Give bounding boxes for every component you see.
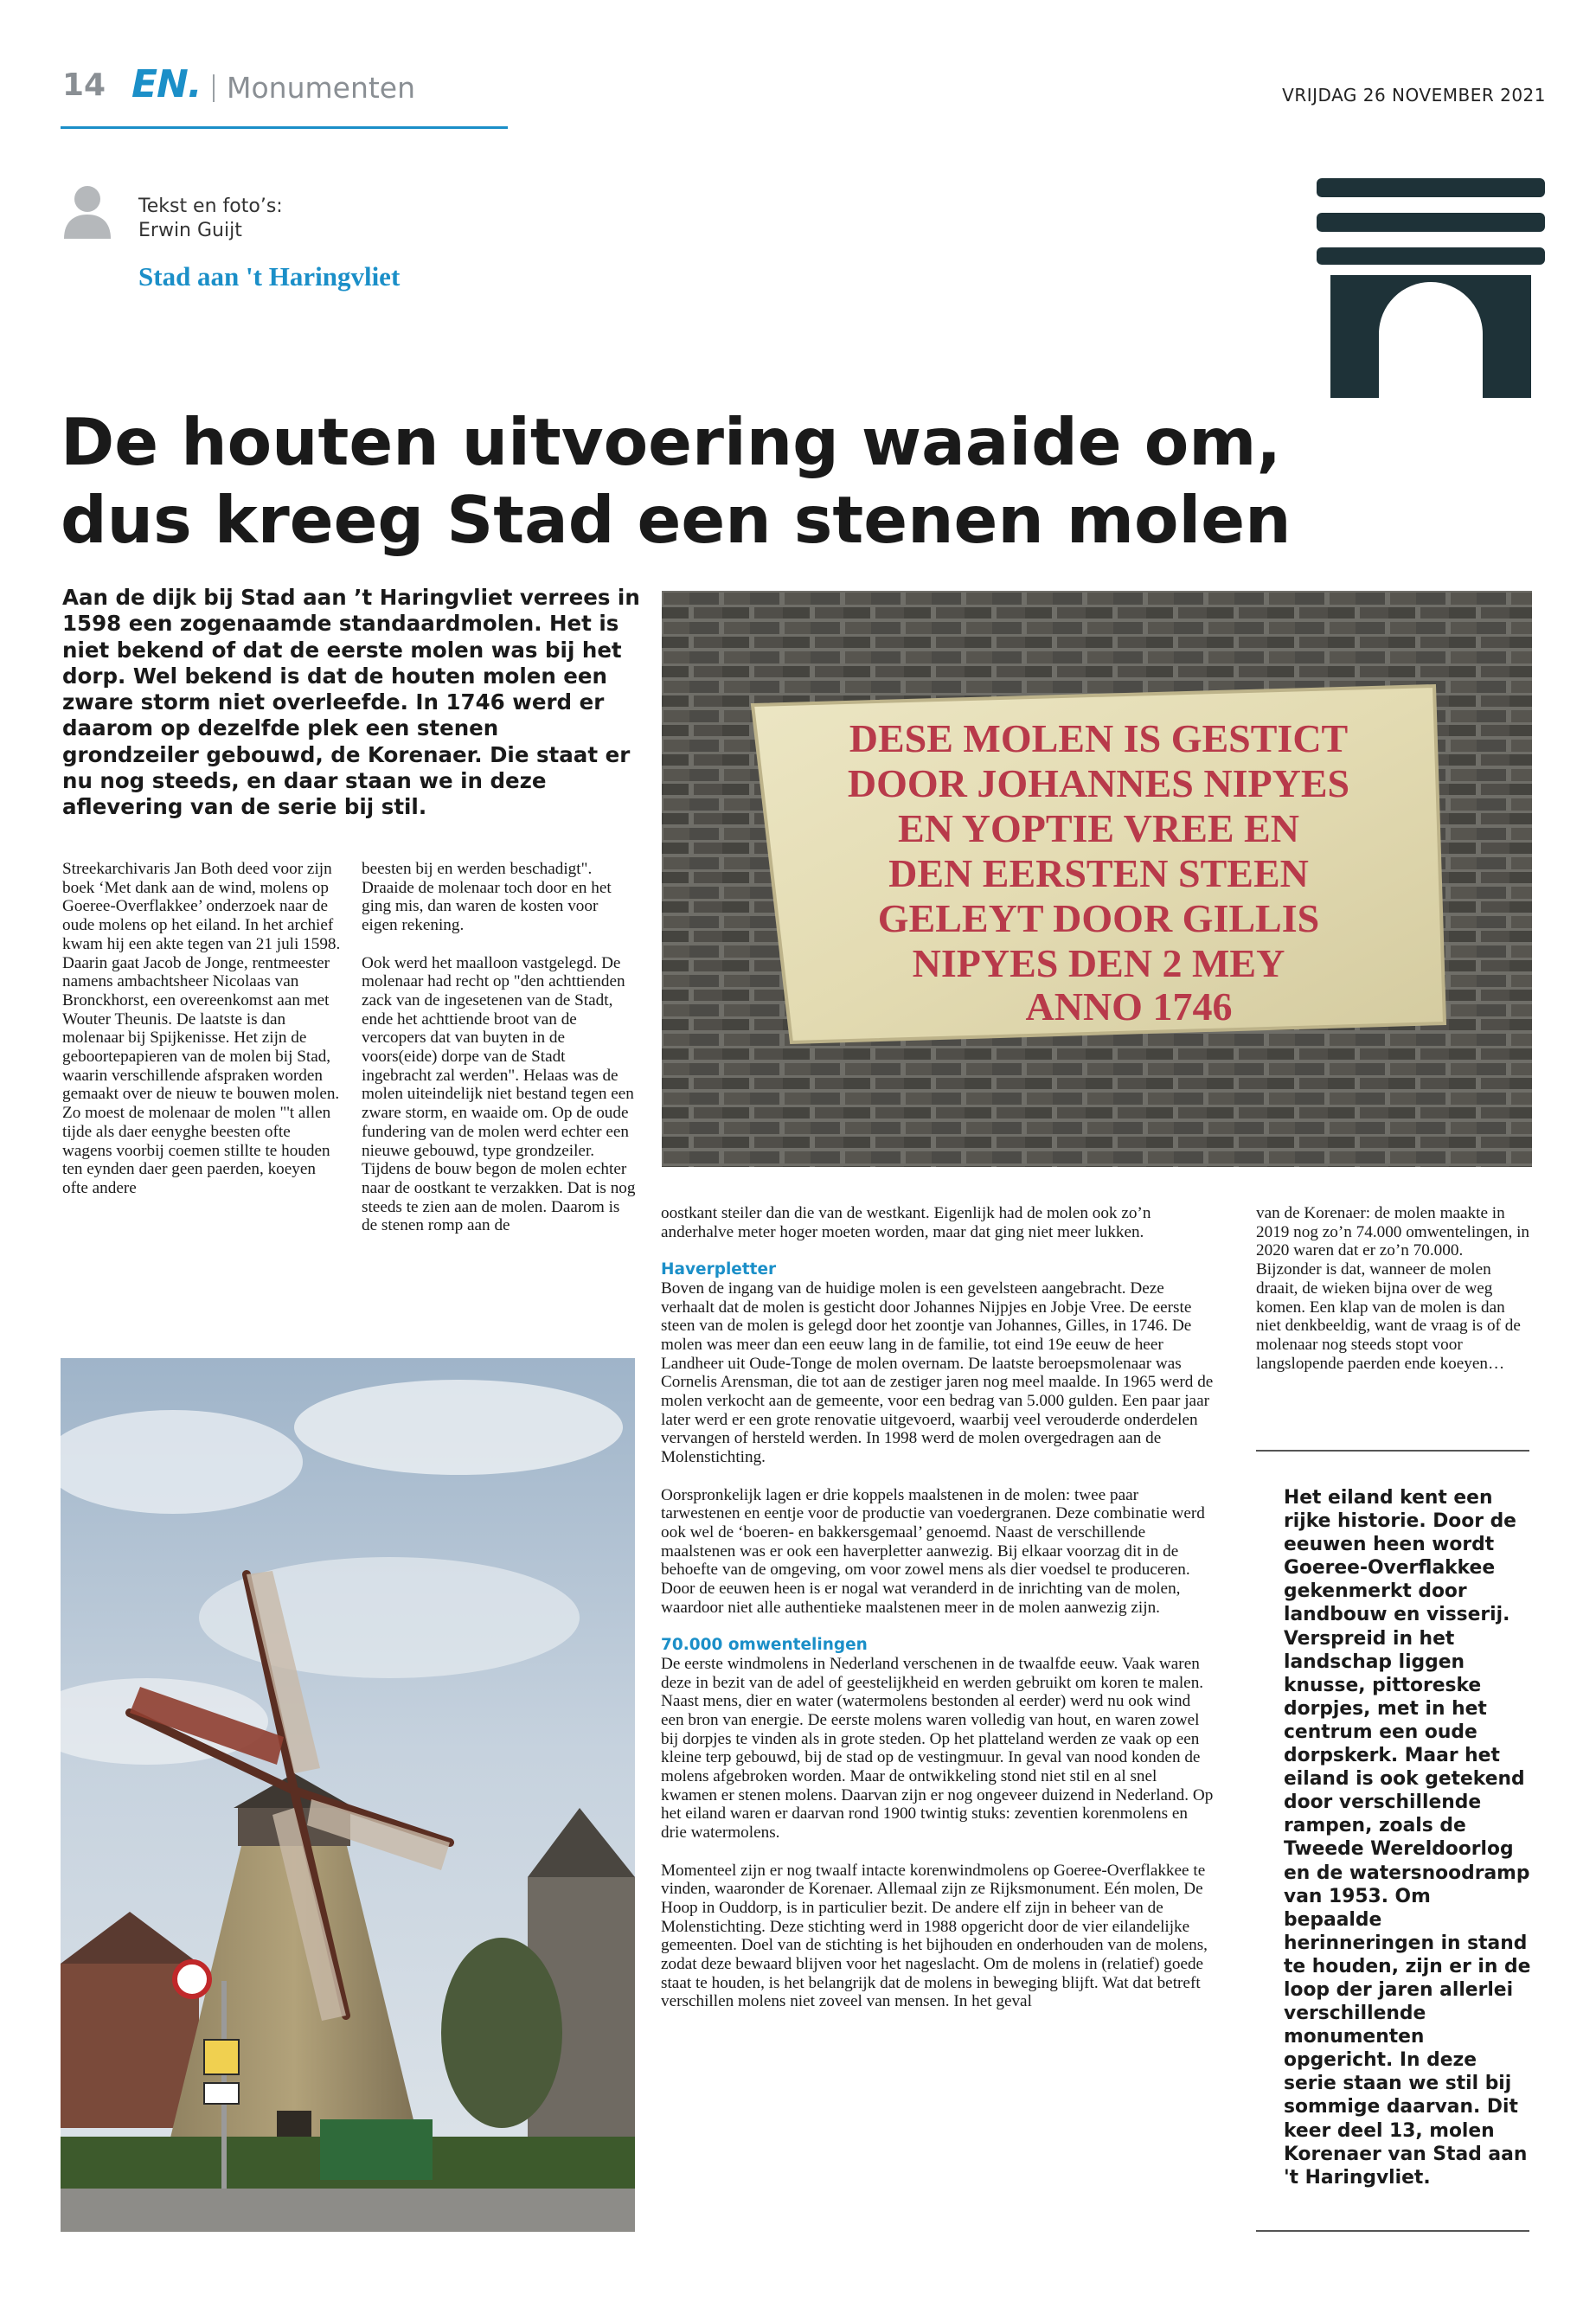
article-column-2 xyxy=(362,860,637,1235)
windmill-photo xyxy=(61,1358,635,2232)
plaque-line-3: EN YOPTIE VREE EN xyxy=(898,806,1299,850)
paragraph: Ook werd het maalloon vastgelegd. De molenaar had recht op "den achttienden zack van de ingesetenen van de Stadt, ende het achttiende broot van de vercopers dat van buyten in de voors(eide) dorpe van de Stadt ingebracht zal werden". Helaas was de molen uiteindelijk niet bestand tegen een zware storm, en waaide om. Op de oude fundering van de molen werd echter een nieuwe gebouwd, type grondzeiler. Tijdens de bouw begon de molen echter naar de oostkant te verzakken. Dat is nog steeds te zien aan de molen. Daarom is de stenen romp aan de xyxy=(362,953,636,1235)
subheading-omwentelingen: 70.000 omwentelingen xyxy=(661,1636,868,1655)
plaque-line-2: DOOR JOHANNES NIPYES xyxy=(847,761,1350,805)
paragraph: Boven de ingang van de huidige molen is een gevelsteen aangebracht. Deze verhaalt dat de molen is gesticht door Johannes Nijpjes en Jobje Vree. De eerste steen van de molen is gelegd door het zoontje van Johannes, Gilles, in 1746. De molen was meer dan een eeuw lang in de familie, tot eind 19e eeuw de heer Landheer uit Oude-Tonge de molen overnam. De laatste beroepsmolenaar was Cornelis Arensman, die tot aan de zestiger jaren nog meel maalde. In 1965 werd de molen verkocht aan de gemeente, voor een bedrag van 5.000 gulden. Een paar jaar later werd er een grote renovatie uitgevoerd, waarbij veel verouderde onderdelen vervangen of hersteld werden. In 1998 werd de molen overgedragen aan de Molenstichting. xyxy=(661,1279,1214,1467)
sidebar-bottom-rule xyxy=(1256,2230,1529,2232)
header-rule xyxy=(61,126,508,129)
issue-date: VRIJDAG 26 NOVEMBER 2021 xyxy=(1282,85,1546,106)
header-separator xyxy=(213,74,215,102)
paragraph: De eerste windmolens in Nederland verschenen in de twaalfde eeuw. Vaak waren deze in bezit van de adel of geestelijkheid en werden gebruikt om koren te malen. Naast mens, dier en water (watermolens bestonden al eerder) werd nu ook wind een bron van energie. De eerste molens waren volledig van hout, en waren zowel bij dorpjes te vinden als in grote steden. Op het platteland werden ze vaak op een kleine terp gebouwd, bij de stad op de vestingmuur. In geval van nood konden de molens afgebroken worden. Maar de ontwikkeling stond niet stil en al snel kwamen er stenen molens. Daarvan zijn er nog ongeveer duizend in Nederland. Op het eiland waren er daarvan rond 1900 twintig stuks: zeventien korenmolens en drie watermolens. xyxy=(661,1654,1214,1843)
paragraph: Momenteel zijn er nog twaalf intacte korenwindmolens op Goeree-Overflakkee te vinden, waaronder de Korenaer. Allemaal zijn ze Rijksmonument. Eén molen, De Hoop in Ouddorp, is in particulier bezit. De andere elf zijn in beheer van de Molenstichting. Deze stichting werd in 1988 opgericht door de vier eilandelijke gemeenten. Doel van de stichting is het bijhouden en onderhouden van de molens, zodat deze bewaard blijven voor het nageslacht. Om de molens in (relatief) goede staat te houden, is het belangrijk dat de molens in beweging blijft. Wat dat betreft verschillen molens niet zoveel van mensen. In het geval xyxy=(661,1861,1208,2011)
paragraph: Oorspronkelijk lagen er drie koppels maalstenen in de molen: twee paar tarwestenen en eentje voor de productie van voedergranen. Deze combinatie werd ook wel de ‘boeren- en bakkersgemaal’ genoemd. Naast de verschillende maalstenen was er ook een haverpletter aanwezig. Bij elkaar voorzag dit in de behoefte van de omgeving, om voor zowel mens als dier voedsel te produceren. Door de eeuwen heen is er nogal wat veranderd in de inrichting van de molen, waardoor niet alle authentieke maalstenen meer in de molen aanwezig zijn. xyxy=(661,1485,1205,1617)
subheading-haverpletter: Haverpletter xyxy=(661,1260,777,1279)
article-column-1 xyxy=(62,860,344,1198)
plaque-line-5: GELEYT DOOR GILLIS xyxy=(877,896,1320,940)
author-avatar-icon xyxy=(62,183,112,239)
plaque-photo xyxy=(662,591,1532,1167)
headline-line-1: De houten uitvoering waaide om, xyxy=(61,404,1281,480)
headline xyxy=(61,403,1358,559)
sidebar-series-box: Het eiland kent een rijke historie. Door de eeuwen heen wordt Goeree-Overflakkee gekenmerkt door landbouw en visserij. Verspreid in het landschap liggen knusse, pittoreske dorpjes, met in het centrum een oude dorpskerk. Maar het eiland is ook getekend door verschillende rampen, zoals de Tweede Wereldoorlog en de watersnoodramp van 1953. Om bepaalde herinneringen in stand te houden, zijn er in de loop der jaren allerlei verschillende monumenten opgericht. In deze serie staan we stil bij sommige daarvan. Dit keer deel 13, molen Korenaer van Stad aan 't Haringvliet. xyxy=(1284,1487,1531,2189)
plaque-line-6: NIPYES DEN 2 MEY xyxy=(912,941,1285,985)
paragraph: Streekarchivaris Jan Both deed voor zijn boek ‘Met dank aan de wind, molens op Goeree-Overflakkee’ onderzoek naar de oude molens op het eiland. In het archief kwam hij een akte tegen van 21 juli 1598. Daarin gaat Jacob de Jonge, rentmeester namens ambachtsheer Nicolaas van Bronckhorst, een overeenkomst aan met Wouter Theunis. De laatste is dan molenaar bij Spijkenisse. Het zijn de geboortepapieren van de molen bij Stad, waarin verschillende afspraken worden gemaakt over de nieuw te bouwen molen. Zo moest de molenaar de molen "'t allen tijde als daer eenyghe beesten ofte wagens voorbij coemen stillte te houden ten eynden daer geen paerden, koeyen ofte andere xyxy=(62,860,341,1197)
headline-line-2: dus kreeg Stad een stenen molen xyxy=(61,482,1292,558)
paragraph: van de Korenaer: de molen maakte in 2019 nog zo’n 74.000 omwentelingen, in 2020 waren dat er zo’n 70.000. Bijzonder is dat, wanneer de molen draait, de wieken bijna over de weg komen. Een klap van de molen is dan niet denkbeeldig, want de vraag is of de molenaar nog steeds stopt voor langslopende paerden ende koeyen… xyxy=(1256,1204,1530,1373)
article-column-3 xyxy=(661,1204,1215,2011)
paragraph: oostkant steiler dan die van de westkant. Eigenlijk had de molen ook zo’n anderhalve meter hoger moeten worden, maar dat ging niet meer lukken. xyxy=(661,1204,1151,1241)
plaque-line-7: ANNO 1746 xyxy=(1025,984,1233,1029)
location-kicker: Stad aan 't Haringvliet xyxy=(138,261,401,292)
monument-icon xyxy=(1317,178,1545,398)
article-column-4 xyxy=(1256,1204,1529,1373)
section-name: Monumenten xyxy=(227,71,416,105)
paragraph: beesten bij en werden beschadigt". Draaide de molenaar toch door en het ging mis, dan waren de kosten voor eigen rekening. xyxy=(362,860,612,935)
plaque-line-1: DESE MOLEN IS GESTICT xyxy=(849,716,1349,760)
intro-paragraph: Aan de dijk bij Stad aan ’t Haringvliet verrees in 1598 een zogenaamde standaardmolen. Het is niet bekend of dat de eerste molen was bij het dorp. Wel bekend is dat de houten molen een zware storm niet overleefde. In 1746 werd er daarom op dezelfde plek een stenen grondzeiler gebouwd, de Korenaer. Die staat er nu nog steeds, en daar staan we in deze aflevering van de serie bij stil. xyxy=(62,585,640,820)
author-credit-label: Tekst en foto’s: xyxy=(138,195,283,217)
plaque-line-4: DEN EERSTEN STEEN xyxy=(888,851,1309,895)
author-name: Erwin Guijt xyxy=(138,220,242,241)
sidebar-top-rule xyxy=(1256,1450,1529,1452)
page-number: 14 xyxy=(62,67,106,103)
newspaper-logo: EN. xyxy=(131,62,202,106)
